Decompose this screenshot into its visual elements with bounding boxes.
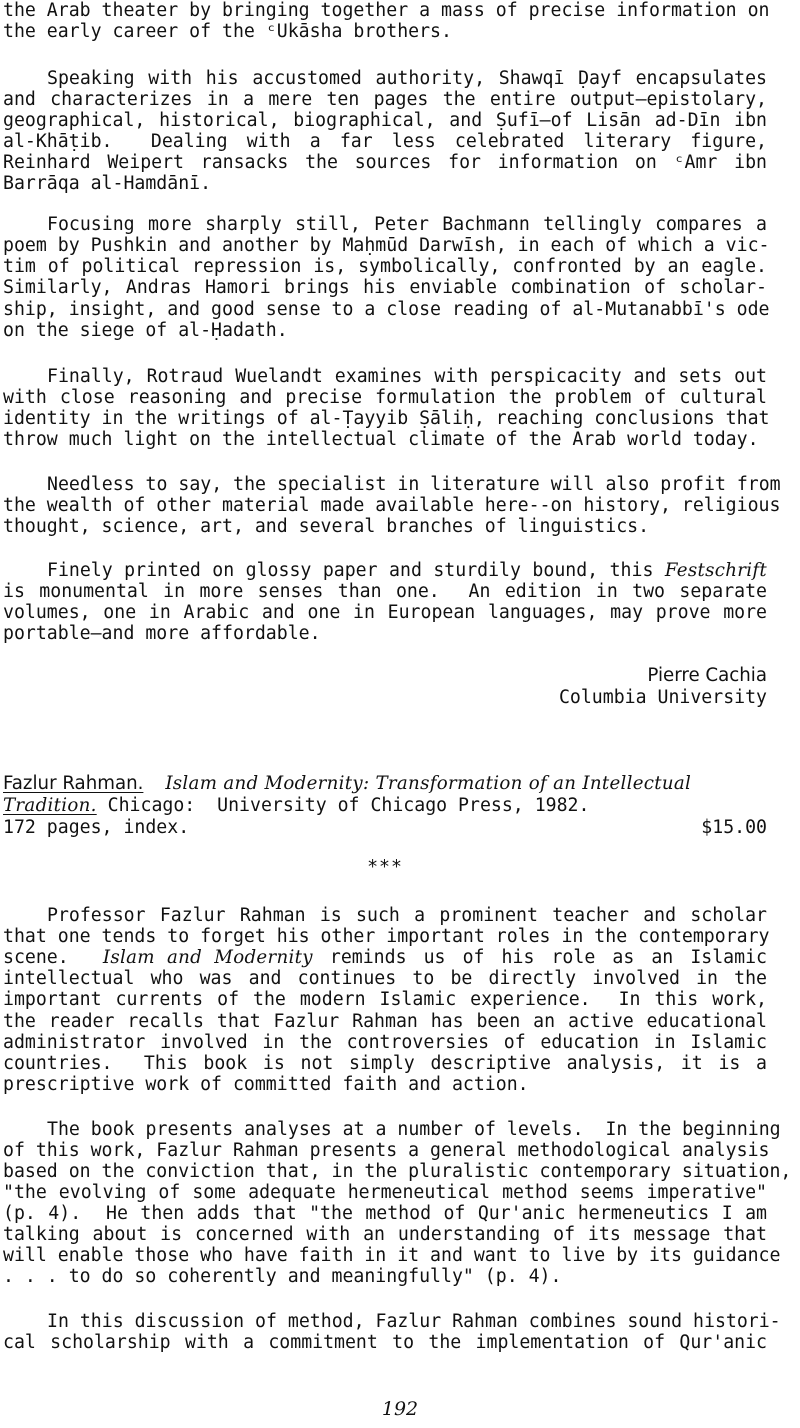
text-line: talking about is concerned with an understanding of its message that: [3, 1224, 767, 1245]
text-line: that one tends to forget his other important roles in the contemporary: [3, 926, 770, 947]
book-pages: 172 pages, index.: [3, 817, 190, 838]
text-line: with close reasoning and precise formulation the problem of cultural: [3, 387, 767, 408]
paragraph-first-line: Needless to say, the specialist in literature will also profit from: [47, 474, 781, 495]
text-line: poem by Pushkin and another by Maḥmūd Darwīsh, in each of which a vic-: [3, 235, 770, 256]
book-title-continued: Tradition.: [3, 795, 97, 816]
paragraph-first-line: In this discussion of method, Fazlur Rahman combines sound histori-: [47, 1311, 781, 1332]
text-line: identity in the writings of al-Ṭayyib Ṣāliḥ, reaching conclusions that: [3, 408, 770, 429]
paragraph-first-line: Finally, Rotraud Wuelandt examines with perspicacity and sets out: [47, 366, 767, 387]
text-line: Barrāqa al-Hamdānī.: [3, 173, 212, 194]
text-line: [3, 947, 767, 969]
book-citation-line-1: [3, 773, 767, 795]
book-price: $15.00: [701, 817, 767, 838]
paragraph-first-line: Focusing more sharply still, Peter Bachmann tellingly compares a: [47, 214, 767, 235]
text-line: portable—and more affordable.: [3, 623, 321, 644]
text-line: of this work, Fazlur Rahman presents a general methodological analysis: [3, 1140, 770, 1161]
text-line: based on the conviction that, in the pluralistic contemporary situation,: [3, 1161, 792, 1182]
paragraph-first-line: Speaking with his accustomed authority, Shawqī Ḍayf encapsulates: [47, 68, 767, 89]
book-citation-line-2: [3, 795, 767, 817]
book-author: Fazlur Rahman.: [3, 773, 144, 794]
text-line: thought, science, art, and several branches of linguistics.: [3, 516, 650, 537]
text-line: the early career of the ᶜUkāsha brothers.: [3, 21, 452, 42]
text-line: and characterizes in a mere ten pages the entire output—epistolary,: [3, 89, 767, 110]
text-line: . . . to do so coherently and meaningfully" (p. 4).: [3, 1266, 562, 1287]
text-line: is monumental in more senses than one. An edition in two separate: [3, 581, 767, 602]
book-title: Islam and Modernity: Transformation of an Intellectual: [165, 773, 692, 794]
text-line: "the evolving of some adequate hermeneutical method seems imperative": [3, 1182, 767, 1203]
text-line: Similarly, Andras Hamori brings his enviable combination of scholar-: [3, 277, 767, 298]
text-line: the reader recalls that Fazlur Rahman has been an active educational: [3, 1011, 767, 1032]
text-line: on the siege of al-Ḥadath.: [3, 320, 288, 341]
italic-term: Festschrift: [664, 560, 767, 581]
text-line: will enable those who have faith in it and want to live by its guidance: [3, 1245, 781, 1266]
text-line: administrator involved in the controversies of education in Islamic: [3, 1032, 767, 1053]
reviewer-name: Pierre Cachia: [647, 665, 767, 686]
text-line: ship, insight, and good sense to a close reading of al-Mutanabbī's ode: [3, 299, 770, 320]
text-line: intellectual who was and continues to be directly involved in the: [3, 968, 767, 989]
reviewer-affiliation: Columbia University: [558, 687, 767, 708]
text-line: Reinhard Weipert ransacks the sources for information on ᶜAmr ibn: [3, 152, 767, 173]
text-line: the wealth of other material made available here--on history, religious: [3, 495, 781, 516]
text-line: cal scholarship with a commitment to the implementation of Qur'anic: [3, 1332, 767, 1353]
text-line: geographical, historical, biographical, and Ṣufī—of Lisān ad-Dīn ibn: [3, 110, 767, 131]
book-publisher: Chicago: University of Chicago Press, 1982.: [96, 795, 590, 816]
paragraph-first-line: Professor Fazlur Rahman is such a prominent teacher and scholar: [47, 905, 767, 926]
text-line: the Arab theater by bringing together a mass of precise information on: [3, 0, 770, 21]
page-number: 192: [381, 1398, 419, 1420]
text-line: tim of political repression is, symbolically, confronted by an eagle.: [3, 256, 767, 277]
text-line: (p. 4). He then adds that "the method of Qur'anic hermeneutics I am: [3, 1203, 767, 1224]
text-line: important currents of the modern Islamic experience. In this work,: [3, 989, 767, 1010]
text-line: prescriptive work of committed faith and action.: [3, 1074, 529, 1095]
paragraph-first-line: The book presents analyses at a number of levels. In the beginning: [47, 1119, 781, 1140]
text-span: reminds us of his role as an Islamic: [312, 947, 767, 968]
italic-title: Islam and Modernity: [102, 947, 313, 968]
text-line: volumes, one in Arabic and one in European languages, may prove more: [3, 602, 767, 623]
text-span: scene.: [3, 947, 103, 968]
section-separator: ***: [367, 857, 403, 878]
text-line: throw much light on the intellectual climate of the Arab world today.: [3, 429, 759, 450]
text-line: al-Khāṭib. Dealing with a far less celebrated literary figure,: [3, 131, 767, 152]
text-line: countries. This book is not simply descriptive analysis, it is a: [3, 1053, 767, 1074]
text-span: Finely printed on glossy paper and sturdily bound, this: [47, 560, 665, 581]
paragraph-first-line: [3, 560, 767, 582]
